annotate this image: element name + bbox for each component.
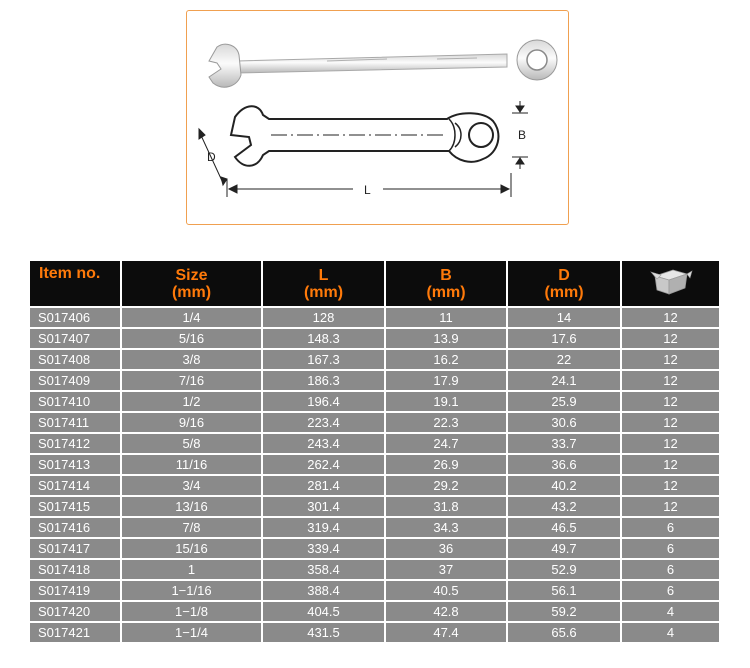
cell-length: 301.4 bbox=[262, 496, 385, 517]
cell-b: 13.9 bbox=[385, 328, 507, 349]
cell-item-no: S017420 bbox=[30, 601, 121, 622]
cell-size: 1−1/16 bbox=[121, 580, 262, 601]
cell-size: 15/16 bbox=[121, 538, 262, 559]
cell-b: 31.8 bbox=[385, 496, 507, 517]
cell-size: 5/16 bbox=[121, 328, 262, 349]
table-row bbox=[30, 307, 719, 328]
table-row bbox=[30, 496, 719, 517]
cell-d: 33.7 bbox=[507, 433, 621, 454]
cell-item-no: S017411 bbox=[30, 412, 121, 433]
cell-item-no: S017419 bbox=[30, 580, 121, 601]
cell-d: 14 bbox=[507, 307, 621, 328]
cell-item-no: S017408 bbox=[30, 349, 121, 370]
cell-item-no: S017412 bbox=[30, 433, 121, 454]
cell-b: 40.5 bbox=[385, 580, 507, 601]
table-body bbox=[30, 307, 719, 643]
cell-d: 56.1 bbox=[507, 580, 621, 601]
cell-item-no: S017407 bbox=[30, 328, 121, 349]
header-package-qty bbox=[621, 261, 719, 307]
cell-item-no: S017413 bbox=[30, 454, 121, 475]
dimension-label-d: D bbox=[207, 150, 216, 164]
header-b bbox=[385, 261, 507, 307]
header-size-unit: (mm) bbox=[171, 283, 212, 301]
cell-b: 42.8 bbox=[385, 601, 507, 622]
cell-size: 5/8 bbox=[121, 433, 262, 454]
cell-package-qty: 4 bbox=[621, 622, 719, 643]
cell-d: 36.6 bbox=[507, 454, 621, 475]
cell-package-qty: 6 bbox=[621, 580, 719, 601]
cell-length: 339.4 bbox=[262, 538, 385, 559]
cell-package-qty: 12 bbox=[621, 454, 719, 475]
table-row bbox=[30, 622, 719, 643]
cell-d: 49.7 bbox=[507, 538, 621, 559]
cell-length: 431.5 bbox=[262, 622, 385, 643]
cell-size: 7/16 bbox=[121, 370, 262, 391]
cell-length: 404.5 bbox=[262, 601, 385, 622]
table-row bbox=[30, 475, 719, 496]
cell-package-qty: 12 bbox=[621, 496, 719, 517]
cell-length: 167.3 bbox=[262, 349, 385, 370]
cell-size: 9/16 bbox=[121, 412, 262, 433]
header-length-unit: (mm) bbox=[303, 283, 344, 301]
cell-length: 388.4 bbox=[262, 580, 385, 601]
cell-d: 46.5 bbox=[507, 517, 621, 538]
header-b-label: B bbox=[440, 266, 452, 284]
wrench-line-drawing bbox=[231, 106, 498, 166]
cell-b: 37 bbox=[385, 559, 507, 580]
cell-length: 186.3 bbox=[262, 370, 385, 391]
cell-length: 223.4 bbox=[262, 412, 385, 433]
cell-package-qty: 12 bbox=[621, 475, 719, 496]
cell-package-qty: 4 bbox=[621, 601, 719, 622]
cell-d: 25.9 bbox=[507, 391, 621, 412]
cell-item-no: S017409 bbox=[30, 370, 121, 391]
table-row bbox=[30, 349, 719, 370]
table-row bbox=[30, 391, 719, 412]
cell-b: 47.4 bbox=[385, 622, 507, 643]
cell-length: 196.4 bbox=[262, 391, 385, 412]
cell-d: 17.6 bbox=[507, 328, 621, 349]
cell-item-no: S017417 bbox=[30, 538, 121, 559]
header-length-label: L bbox=[318, 266, 329, 284]
dimension-label-b: B bbox=[518, 128, 527, 142]
cell-item-no: S017414 bbox=[30, 475, 121, 496]
cell-b: 26.9 bbox=[385, 454, 507, 475]
cell-size: 1/4 bbox=[121, 307, 262, 328]
cell-package-qty: 6 bbox=[621, 559, 719, 580]
cell-package-qty: 12 bbox=[621, 370, 719, 391]
cell-package-qty: 12 bbox=[621, 391, 719, 412]
cell-item-no: S017415 bbox=[30, 496, 121, 517]
table-row bbox=[30, 538, 719, 559]
cell-size: 1/2 bbox=[121, 391, 262, 412]
product-figure bbox=[186, 10, 569, 225]
header-d bbox=[507, 261, 621, 307]
header-item-no: Item no. bbox=[30, 261, 121, 307]
cell-size: 11/16 bbox=[121, 454, 262, 475]
cell-size: 13/16 bbox=[121, 496, 262, 517]
cell-item-no: S017418 bbox=[30, 559, 121, 580]
header-d-unit: (mm) bbox=[544, 283, 584, 301]
cell-length: 262.4 bbox=[262, 454, 385, 475]
cell-d: 43.2 bbox=[507, 496, 621, 517]
cell-item-no: S017410 bbox=[30, 391, 121, 412]
cell-length: 319.4 bbox=[262, 517, 385, 538]
cell-size: 7/8 bbox=[121, 517, 262, 538]
cell-item-no: S017416 bbox=[30, 517, 121, 538]
cell-d: 30.6 bbox=[507, 412, 621, 433]
header-size bbox=[121, 261, 262, 307]
cell-package-qty: 12 bbox=[621, 412, 719, 433]
package-box-icon bbox=[649, 266, 693, 298]
cell-b: 16.2 bbox=[385, 349, 507, 370]
cell-b: 19.1 bbox=[385, 391, 507, 412]
cell-b: 11 bbox=[385, 307, 507, 328]
cell-size: 3/4 bbox=[121, 475, 262, 496]
table-header-row bbox=[30, 261, 719, 307]
table-row bbox=[30, 517, 719, 538]
table-row bbox=[30, 580, 719, 601]
header-length bbox=[262, 261, 385, 307]
cell-length: 358.4 bbox=[262, 559, 385, 580]
spec-table bbox=[30, 261, 719, 644]
cell-package-qty: 6 bbox=[621, 538, 719, 559]
cell-d: 65.6 bbox=[507, 622, 621, 643]
table-row bbox=[30, 559, 719, 580]
header-size-label: Size bbox=[175, 266, 208, 284]
cell-package-qty: 12 bbox=[621, 307, 719, 328]
cell-b: 17.9 bbox=[385, 370, 507, 391]
cell-b: 36 bbox=[385, 538, 507, 559]
cell-item-no: S017406 bbox=[30, 307, 121, 328]
cell-d: 24.1 bbox=[507, 370, 621, 391]
cell-b: 24.7 bbox=[385, 433, 507, 454]
cell-length: 243.4 bbox=[262, 433, 385, 454]
dimension-label-l: L bbox=[364, 183, 371, 197]
cell-d: 59.2 bbox=[507, 601, 621, 622]
table-row bbox=[30, 454, 719, 475]
cell-size: 1 bbox=[121, 559, 262, 580]
cell-d: 52.9 bbox=[507, 559, 621, 580]
header-d-label: D bbox=[558, 266, 570, 284]
cell-size: 1−1/8 bbox=[121, 601, 262, 622]
table-row bbox=[30, 328, 719, 349]
cell-size: 1−1/4 bbox=[121, 622, 262, 643]
cell-b: 29.2 bbox=[385, 475, 507, 496]
cell-item-no: S017421 bbox=[30, 622, 121, 643]
cell-length: 281.4 bbox=[262, 475, 385, 496]
cell-b: 34.3 bbox=[385, 517, 507, 538]
table-row bbox=[30, 370, 719, 391]
table-row bbox=[30, 433, 719, 454]
wrench-photo bbox=[209, 40, 557, 87]
header-b-unit: (mm) bbox=[426, 283, 466, 301]
cell-package-qty: 12 bbox=[621, 349, 719, 370]
table-row bbox=[30, 601, 719, 622]
cell-d: 22 bbox=[507, 349, 621, 370]
cell-package-qty: 12 bbox=[621, 433, 719, 454]
cell-size: 3/8 bbox=[121, 349, 262, 370]
cell-package-qty: 12 bbox=[621, 328, 719, 349]
cell-length: 128 bbox=[262, 307, 385, 328]
cell-d: 40.2 bbox=[507, 475, 621, 496]
cell-package-qty: 6 bbox=[621, 517, 719, 538]
cell-length: 148.3 bbox=[262, 328, 385, 349]
wrench-illustration bbox=[187, 11, 570, 226]
table-row bbox=[30, 412, 719, 433]
cell-b: 22.3 bbox=[385, 412, 507, 433]
